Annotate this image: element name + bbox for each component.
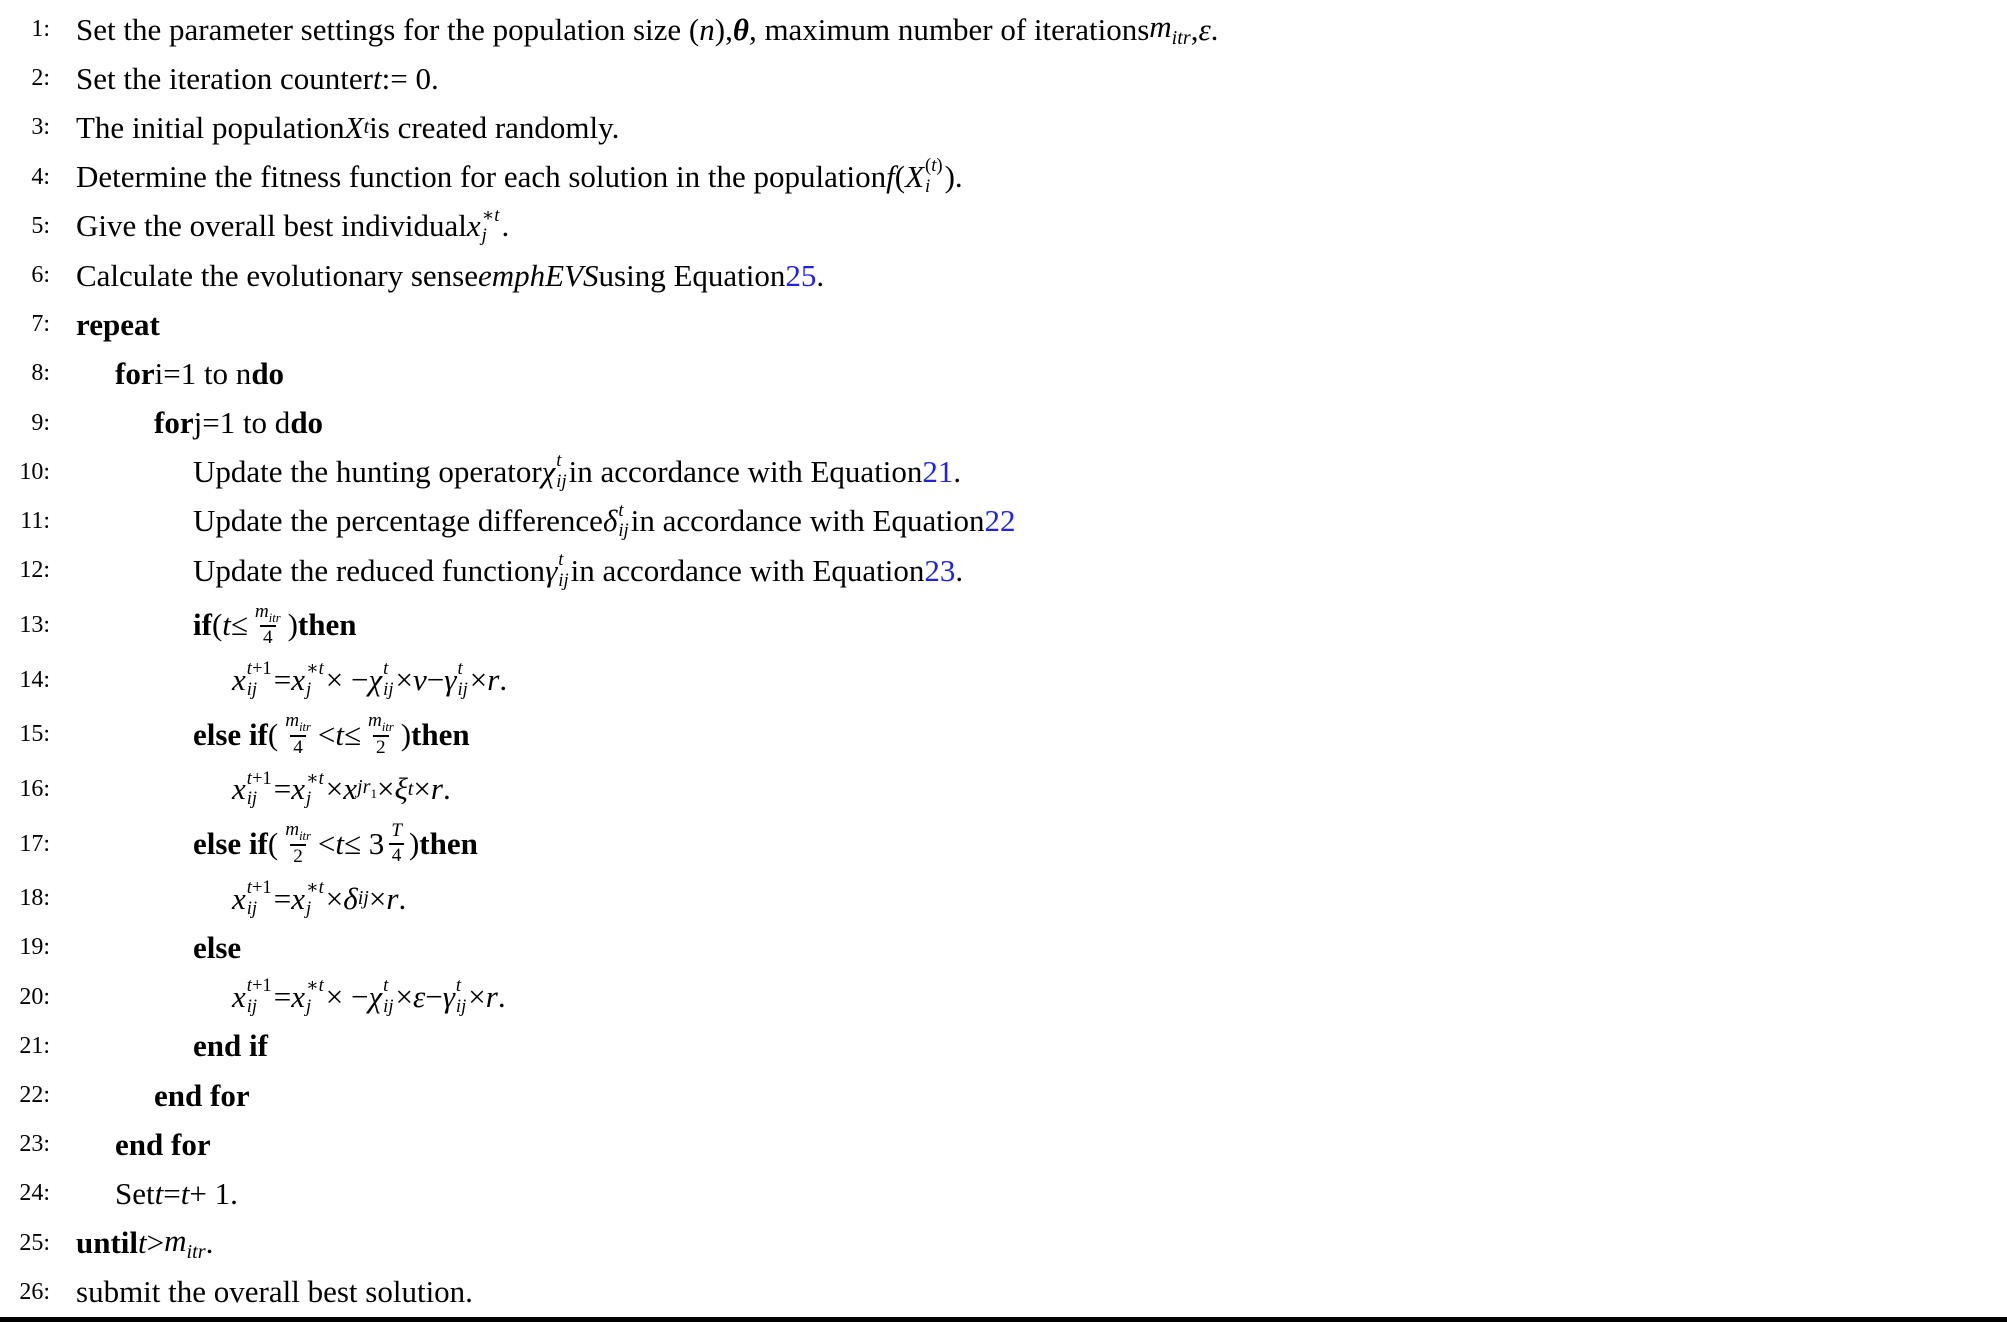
line-number: 9: bbox=[31, 409, 50, 436]
algorithm-line bbox=[0, 498, 2007, 545]
line-content: Update the percentage difference δ t ij in accordance with Equation 22 bbox=[193, 499, 1016, 542]
line-number: 18: bbox=[19, 885, 50, 912]
line-content: for i=1 to n do bbox=[115, 355, 285, 391]
line-number: 15: bbox=[19, 721, 50, 748]
line-number: 5: bbox=[31, 212, 50, 239]
line-content: until t > $m_{itr}$ . bbox=[76, 1222, 214, 1263]
line-content: end for bbox=[115, 1126, 211, 1162]
algorithm-line bbox=[0, 1269, 2007, 1316]
line-number: 14: bbox=[19, 666, 50, 693]
algorithm-line bbox=[0, 547, 2007, 594]
algorithm-line bbox=[0, 596, 2007, 654]
algorithm-lines bbox=[0, 5, 2007, 1317]
line-number: 1: bbox=[31, 16, 50, 43]
line-content: x t+1 ij = x ∗t j × − χ t ij × ν − γ t ij × r . bbox=[232, 658, 508, 701]
line-content: x t+1 ij = x ∗t j × − χ t ij × ε − γ t ij × r . bbox=[232, 975, 506, 1018]
line-number: 7: bbox=[31, 311, 50, 338]
algorithm-line bbox=[0, 154, 2007, 201]
algorithm-line bbox=[0, 301, 2007, 348]
line-number: 17: bbox=[19, 830, 50, 857]
algorithm-line bbox=[0, 1072, 2007, 1119]
line-content: Give the overall best individual x ∗t j . bbox=[76, 204, 510, 247]
line-number: 8: bbox=[31, 360, 50, 387]
line-content: submit the overall best solution. bbox=[76, 1274, 473, 1310]
line-content: Set the parameter settings for the population size ( n ), θ , maximum number of iterations $m_{itr}$ , ε . bbox=[76, 9, 1219, 50]
algorithm-line bbox=[0, 350, 2007, 397]
line-content: for j=1 to d do bbox=[154, 405, 324, 441]
line-number: 19: bbox=[19, 934, 50, 961]
algorithm-line bbox=[0, 924, 2007, 971]
line-number: 6: bbox=[31, 262, 50, 289]
line-number: 10: bbox=[19, 458, 50, 485]
algorithm-line bbox=[0, 766, 2007, 813]
algorithm-line bbox=[0, 400, 2007, 447]
line-content: x t+1 ij = x ∗t j × δ ij × r . bbox=[232, 876, 407, 919]
algorithm-line bbox=[0, 55, 2007, 102]
algorithm-line bbox=[0, 203, 2007, 250]
algorithm-line bbox=[0, 974, 2007, 1021]
line-content: Update the hunting operator χ t ij in accordance with Equation 21 . bbox=[193, 450, 962, 493]
algorithm-line bbox=[0, 1220, 2007, 1267]
line-number: 12: bbox=[19, 557, 50, 584]
line-content: The initial population X t is created randomly. bbox=[76, 109, 620, 145]
equation-link-25[interactable]: 25 bbox=[785, 257, 817, 293]
line-number: 4: bbox=[31, 163, 50, 190]
line-number: 23: bbox=[19, 1131, 50, 1158]
algorithm-line bbox=[0, 252, 2007, 299]
line-content: Set t = t + 1. bbox=[115, 1175, 238, 1211]
algorithm-line bbox=[0, 1170, 2007, 1217]
line-content: x t+1 ij = x ∗t j × x $jr_1$ × ξ t × r . bbox=[232, 767, 451, 810]
line-content: repeat bbox=[76, 306, 160, 342]
algorithm-line bbox=[0, 6, 2007, 53]
line-number: 16: bbox=[19, 775, 50, 802]
equation-link-23[interactable]: 23 bbox=[924, 552, 956, 588]
line-content: else if ( $\frac{m_{itr}}{2}$ < t ≤ 3 $\frac{T}{4}$ ) then bbox=[193, 819, 478, 868]
algorithm-line bbox=[0, 449, 2007, 496]
algorithm-line bbox=[0, 1023, 2007, 1070]
line-content: else if ( $\frac{m_{itr}}{4}$ < t ≤ $\frac{m_{itr}}{2}$ ) then bbox=[193, 710, 470, 758]
line-number: 20: bbox=[19, 983, 50, 1010]
bottom-rule bbox=[0, 1317, 2007, 1322]
algorithm-line bbox=[0, 1121, 2007, 1168]
equation-link-21[interactable]: 21 bbox=[922, 454, 954, 490]
line-content: end for bbox=[154, 1077, 250, 1113]
line-number: 26: bbox=[19, 1278, 50, 1305]
algorithm-line bbox=[0, 815, 2007, 873]
algorithm-line bbox=[0, 104, 2007, 151]
line-content: else bbox=[193, 929, 242, 965]
line-content: Update the reduced function γ t ij in accordance with Equation 23 . bbox=[193, 548, 964, 591]
line-number: 24: bbox=[19, 1180, 50, 1207]
line-number: 21: bbox=[19, 1032, 50, 1059]
line-content: end if bbox=[193, 1028, 268, 1064]
line-content: if ( t ≤ $\frac{m_{itr}}{4}$ ) then bbox=[193, 600, 357, 649]
line-number: 25: bbox=[19, 1229, 50, 1256]
line-number: 3: bbox=[31, 114, 50, 141]
line-content: Calculate the evolutionary sense emphEVS using Equation 25 . bbox=[76, 257, 825, 293]
line-number: 22: bbox=[19, 1082, 50, 1109]
line-number: 11: bbox=[20, 507, 50, 534]
equation-link-22[interactable]: 22 bbox=[984, 503, 1016, 539]
algorithm-line bbox=[0, 706, 2007, 764]
line-content: Set the iteration counter t := 0. bbox=[76, 60, 439, 96]
line-number: 2: bbox=[31, 65, 50, 92]
line-number: 13: bbox=[19, 611, 50, 638]
algorithm-line bbox=[0, 657, 2007, 704]
line-content: Determine the fitness function for each solution in the population f ( X (t) i ). bbox=[76, 155, 963, 198]
algorithm-line bbox=[0, 875, 2007, 922]
